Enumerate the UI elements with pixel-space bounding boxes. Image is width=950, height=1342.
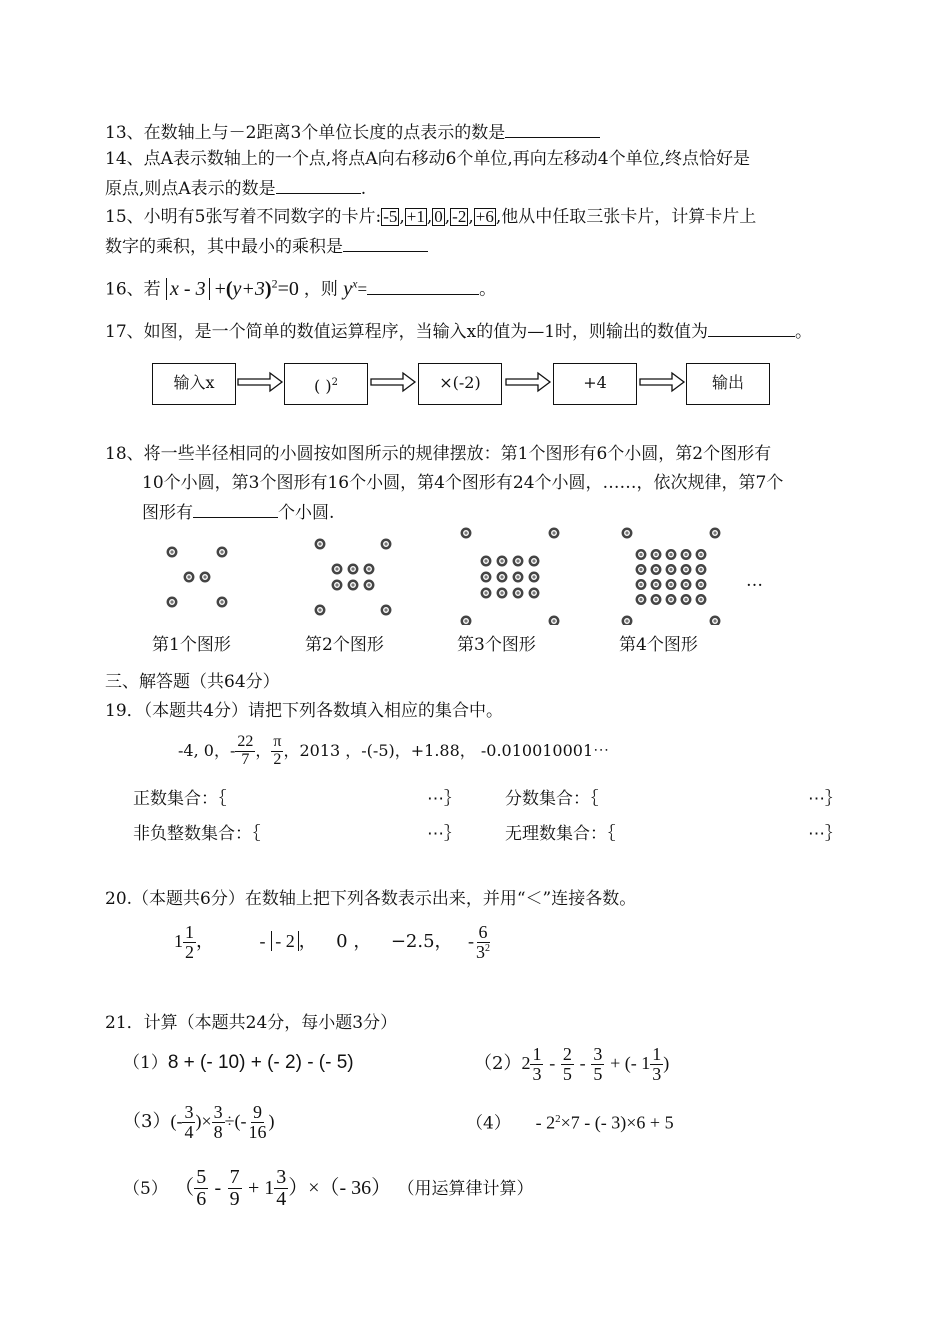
q18-line1: 18、将一些半径相同的小圆按如图所示的规律摆放：第1个图形有6个小圆，第2个图形有 (105, 444, 772, 464)
frac-num: 3 (276, 1166, 287, 1188)
q21-p3-mul: )× (195, 1111, 212, 1131)
q21-p3 (123, 1096, 274, 1147)
q21-p4-label: （4） (466, 1113, 511, 1134)
frac-den: 7 (241, 751, 250, 768)
q21-p4 (466, 1108, 674, 1135)
frac-num: 6 (478, 921, 488, 942)
frac-num: 7 (229, 1166, 240, 1188)
flow-box-square-exp: 2 (331, 377, 338, 388)
q18-line2: 10个小圆，第3个图形有16个小圆，第4个图形有24个小圆，……，依次规律，第7个 (142, 473, 784, 493)
figure-label-2: 第2个图形 (305, 635, 384, 655)
q16-eq2: = (357, 279, 368, 299)
q16-abs: x - 3 (166, 278, 210, 300)
grid-circle (498, 589, 506, 597)
flow-arrow-icon (640, 373, 684, 391)
grid-circle (514, 557, 522, 565)
frac-den: 6 (196, 1188, 207, 1210)
q19-sep: ， (255, 741, 272, 760)
flow-arrow-icon (238, 373, 282, 391)
grid-circle (697, 550, 705, 558)
frac-den: 8 (213, 1121, 223, 1142)
q21-p4-expr-b: ×7 - (- 3)×6 + 5 (560, 1112, 674, 1133)
q15-card: +1 (406, 207, 425, 226)
grid-circle (682, 595, 690, 603)
grid-circle (682, 550, 690, 558)
grid-circle (514, 573, 522, 581)
q21-p3-open: (- (170, 1111, 183, 1131)
circle-pattern-figures (0, 520, 950, 625)
q21-p3-close: ) (268, 1111, 275, 1131)
q19-frac-pi-2 (271, 734, 283, 769)
grid-circle (682, 565, 690, 573)
flow-box-square-text: ( ) (314, 376, 332, 396)
q16-then: ，则 (303, 279, 338, 300)
grid-circle (697, 595, 705, 603)
frac-den: 2 (273, 751, 282, 768)
q21-p5-note: （用运算律计算） (397, 1179, 534, 1199)
q15-card: -2 (452, 207, 467, 226)
figure-ellipsis: … (746, 571, 763, 591)
corner-circle (218, 548, 226, 556)
frac-den: 3 (532, 1063, 542, 1084)
grid-circle (349, 565, 357, 573)
grid-circle (637, 580, 645, 588)
q20-frac-1-2 (183, 923, 196, 962)
q20-title: 20.（本题共6分）在数轴上把下列各数表示出来，并用“＜”连接各数。 (105, 889, 637, 909)
q16-equation: $x - 3 +(y+3)^2=0$ (166, 278, 304, 300)
q21-p1-label: （1） (123, 1053, 168, 1073)
q19-set-irrational: 无理数集合：｛ (505, 824, 616, 844)
frac-den: 4 (184, 1121, 194, 1142)
frac-den: 5 (593, 1063, 603, 1084)
frac-den: 4 (276, 1188, 287, 1210)
q21-p3-frac-b (212, 1103, 225, 1142)
q19-set-nonneg-int: 非负整数集合：｛ (133, 824, 261, 844)
grid-circle (365, 581, 373, 589)
q21-p5-frac-c (274, 1167, 288, 1210)
grid-circle (530, 589, 538, 597)
q21-p1-expr: 8 + (- 10) + (- 2) - (- 5) (167, 1052, 354, 1073)
corner-circle (168, 598, 176, 606)
q16-prefix: 16、若 (105, 279, 161, 300)
flow-box-input: 输入x (152, 363, 236, 405)
q21-p3-div: ÷(- (224, 1111, 247, 1131)
q17-text: 17、如图，是一个简单的数值运算程序，当输入x的值为—1时，则输出的数值为 (105, 322, 709, 342)
frac-den (474, 943, 492, 962)
corner-circle (711, 617, 719, 625)
grid-circle (482, 573, 490, 581)
frac-den: 3 (652, 1063, 662, 1084)
q18-text-pre: 图形有 (142, 503, 193, 523)
corner-circle (550, 529, 558, 537)
q21-p5-frac-b (228, 1167, 242, 1210)
q20-numbers (174, 918, 492, 965)
q21-p2-plus: + (- 1 (610, 1053, 651, 1073)
grid-circle (682, 580, 690, 588)
q16-paren: y+3 (232, 277, 265, 300)
corner-circle (218, 598, 226, 606)
q19-num-rest: ，2013 ，-(-5)，+1.88， -0.010010001⋯ (283, 741, 610, 760)
q21-p4-exp: 2 (555, 1113, 561, 1125)
frac-den: 9 (229, 1188, 240, 1210)
corner-circle (382, 606, 390, 614)
q15-card: 0 (434, 207, 443, 226)
q21-p2-minus: - (579, 1053, 586, 1073)
frac-num: 3 (593, 1043, 603, 1064)
q20-neg-2-5: −2.5， (390, 931, 453, 952)
q21-title: 21．计算（本题共24分，每小题3分） (105, 1013, 398, 1033)
grid-circle (667, 565, 675, 573)
flow-box-add: +4 (553, 363, 637, 405)
q13-text: 13、在数轴上与－2距离3个单位长度的点表示的数是 (105, 123, 506, 143)
flow-box-multiply: ×(-2) (418, 363, 502, 405)
q16-x: x (352, 276, 358, 290)
grid-circle (333, 581, 341, 589)
grid-circle (637, 565, 645, 573)
q18-text-post: 个小圆. (278, 503, 335, 523)
frac-num: 1 (652, 1043, 662, 1064)
q15-text2: 数字的乘积，其中最小的乘积是 (105, 237, 343, 257)
figure-label-4: 第4个图形 (619, 635, 698, 655)
q19-set-fraction: 分数集合：｛ (505, 789, 599, 809)
q14-text: 原点,则点A表示的数是 (105, 179, 276, 199)
q21-p2-label: （2） (474, 1053, 522, 1074)
grid-circle (201, 573, 209, 581)
q21-p5 (123, 1160, 534, 1216)
figure-label-3: 第3个图形 (457, 635, 536, 655)
corner-circle (623, 617, 631, 625)
q20-frac-6-3sq (474, 923, 492, 962)
q15-card: +6 (475, 207, 494, 226)
flow-box-output: 输出 (686, 363, 770, 405)
q21-p3-frac-c (246, 1103, 268, 1142)
grid-circle (498, 557, 506, 565)
q19-set-nonneg-int-end: ⋯｝ (427, 824, 461, 844)
frac-den: 5 (562, 1063, 572, 1084)
grid-circle (667, 550, 675, 558)
grid-circle (530, 557, 538, 565)
q20-zero: 0 ， (336, 931, 372, 952)
q21-p2-whole: 2 (521, 1053, 531, 1073)
q21-p2-frac-b (561, 1045, 574, 1084)
q21-p5-close: ）×（- 36） (288, 1177, 392, 1199)
q21-p4-expr-a: - 2 (535, 1112, 556, 1133)
q21-p2-frac-d (650, 1045, 663, 1084)
grid-circle (637, 550, 645, 558)
grid-circle (514, 589, 522, 597)
grid-circle (530, 573, 538, 581)
q18-answer-blank[interactable] (193, 501, 278, 518)
q21-p2 (474, 1038, 669, 1089)
q19-set-positive: 正数集合：｛ (133, 789, 227, 809)
frac-num: 3 (213, 1101, 223, 1122)
grid-circle (185, 573, 193, 581)
grid-circle (349, 581, 357, 589)
q19-numbers (178, 728, 609, 774)
grid-circle (482, 557, 490, 565)
grid-circle (637, 595, 645, 603)
q15-card: -5 (383, 207, 398, 226)
grid-circle (652, 595, 660, 603)
q20-mixed-whole: 1 (174, 931, 183, 951)
q15-line1: 15、小明有5张写着不同数字的卡片: -5 , +1 , 0 , -2 , +6 ,他从中任取三张卡片，计算卡片上 (105, 207, 757, 227)
frac-num: 2 (562, 1043, 572, 1064)
corner-circle (462, 617, 470, 625)
q19-set-fraction-end: ⋯｝ (808, 789, 842, 809)
q21-p5-open: （ (174, 1177, 195, 1199)
q21-p1 (123, 1052, 354, 1074)
frac-num: 22 (237, 733, 254, 751)
q20-neg-sign: - (259, 931, 266, 951)
q15-text-post: ,他从中任取三张卡片，计算卡片上 (495, 207, 757, 227)
q16-eq: =0 (277, 277, 299, 300)
q21-p5-minus: - (214, 1177, 222, 1199)
q15-text-pre: 15、小明有5张写着不同数字的卡片: (105, 207, 382, 227)
q20-abs-neg2: - 2 (271, 931, 299, 951)
q20-comma: ， (298, 931, 317, 952)
q21-p2-frac-a (530, 1045, 543, 1084)
frac-num: 1 (532, 1043, 542, 1064)
corner-circle (382, 540, 390, 548)
corner-circle (316, 606, 324, 614)
grid-circle (498, 573, 506, 581)
q14-line1: 14、点A表示数轴上的一个点,将点A向右移动6个单位,再向左移动4个单位,终点恰好是 (105, 149, 751, 169)
grid-circle (697, 565, 705, 573)
q20-comma: ， (196, 931, 214, 952)
q21-p3-frac-a (182, 1103, 195, 1142)
q16-square: 2 (271, 276, 278, 290)
frac-den: 16 (248, 1121, 267, 1142)
corner-circle (316, 540, 324, 548)
q14-period: . (360, 179, 367, 199)
grid-circle (333, 565, 341, 573)
figure-label-1: 第1个图形 (152, 635, 231, 655)
q16-end: 。 (479, 279, 497, 300)
flow-arrow-icon (371, 373, 415, 391)
q17-end: 。 (795, 322, 813, 342)
grid-circle (365, 565, 373, 573)
q21-p5-plus: + 1 (247, 1177, 275, 1199)
q19-frac-22-7 (235, 734, 255, 769)
q16-plus: + (214, 277, 226, 300)
corner-circle (550, 617, 558, 625)
grid-circle (667, 595, 675, 603)
frac-num: 1 (185, 921, 194, 942)
flow-arrows (0, 0, 950, 420)
q19-num-1: -4, 0，- (178, 741, 236, 760)
frac-den-base: 3 (476, 941, 486, 962)
grid-circle (697, 580, 705, 588)
frac-num: 9 (252, 1101, 262, 1122)
q19-set-positive-end: ⋯｝ (427, 789, 461, 809)
q21-p3-label: （3） (123, 1111, 171, 1132)
corner-circle (711, 529, 719, 537)
frac-den: 2 (185, 941, 194, 962)
frac-den-exp: 2 (485, 942, 491, 954)
q20-neg-sign-2: - (468, 931, 475, 951)
q21-p5-frac-a (194, 1167, 208, 1210)
frac-num: 5 (196, 1166, 207, 1188)
section-3-title: 三、解答题（共64分） (105, 672, 280, 692)
q21-p2-minus: - (549, 1053, 556, 1073)
flow-arrow-icon (506, 373, 550, 391)
q16-y: y (343, 277, 353, 300)
grid-circle (652, 550, 660, 558)
grid-circle (482, 589, 490, 597)
frac-num: π (273, 733, 282, 751)
q19-title: 19．（本题共4分）请把下列各数填入相应的集合中。 (105, 701, 503, 721)
q21-p5-label: （5） (123, 1179, 168, 1199)
q21-p2-frac-c (591, 1045, 604, 1084)
grid-circle (652, 580, 660, 588)
frac-num: 3 (184, 1101, 194, 1122)
grid-circle (652, 565, 660, 573)
corner-circle (623, 529, 631, 537)
grid-circle (667, 580, 675, 588)
corner-circle (168, 548, 176, 556)
q19-set-irrational-end: ⋯｝ (808, 824, 842, 844)
q21-p2-close: ) (663, 1053, 670, 1073)
corner-circle (462, 529, 470, 537)
